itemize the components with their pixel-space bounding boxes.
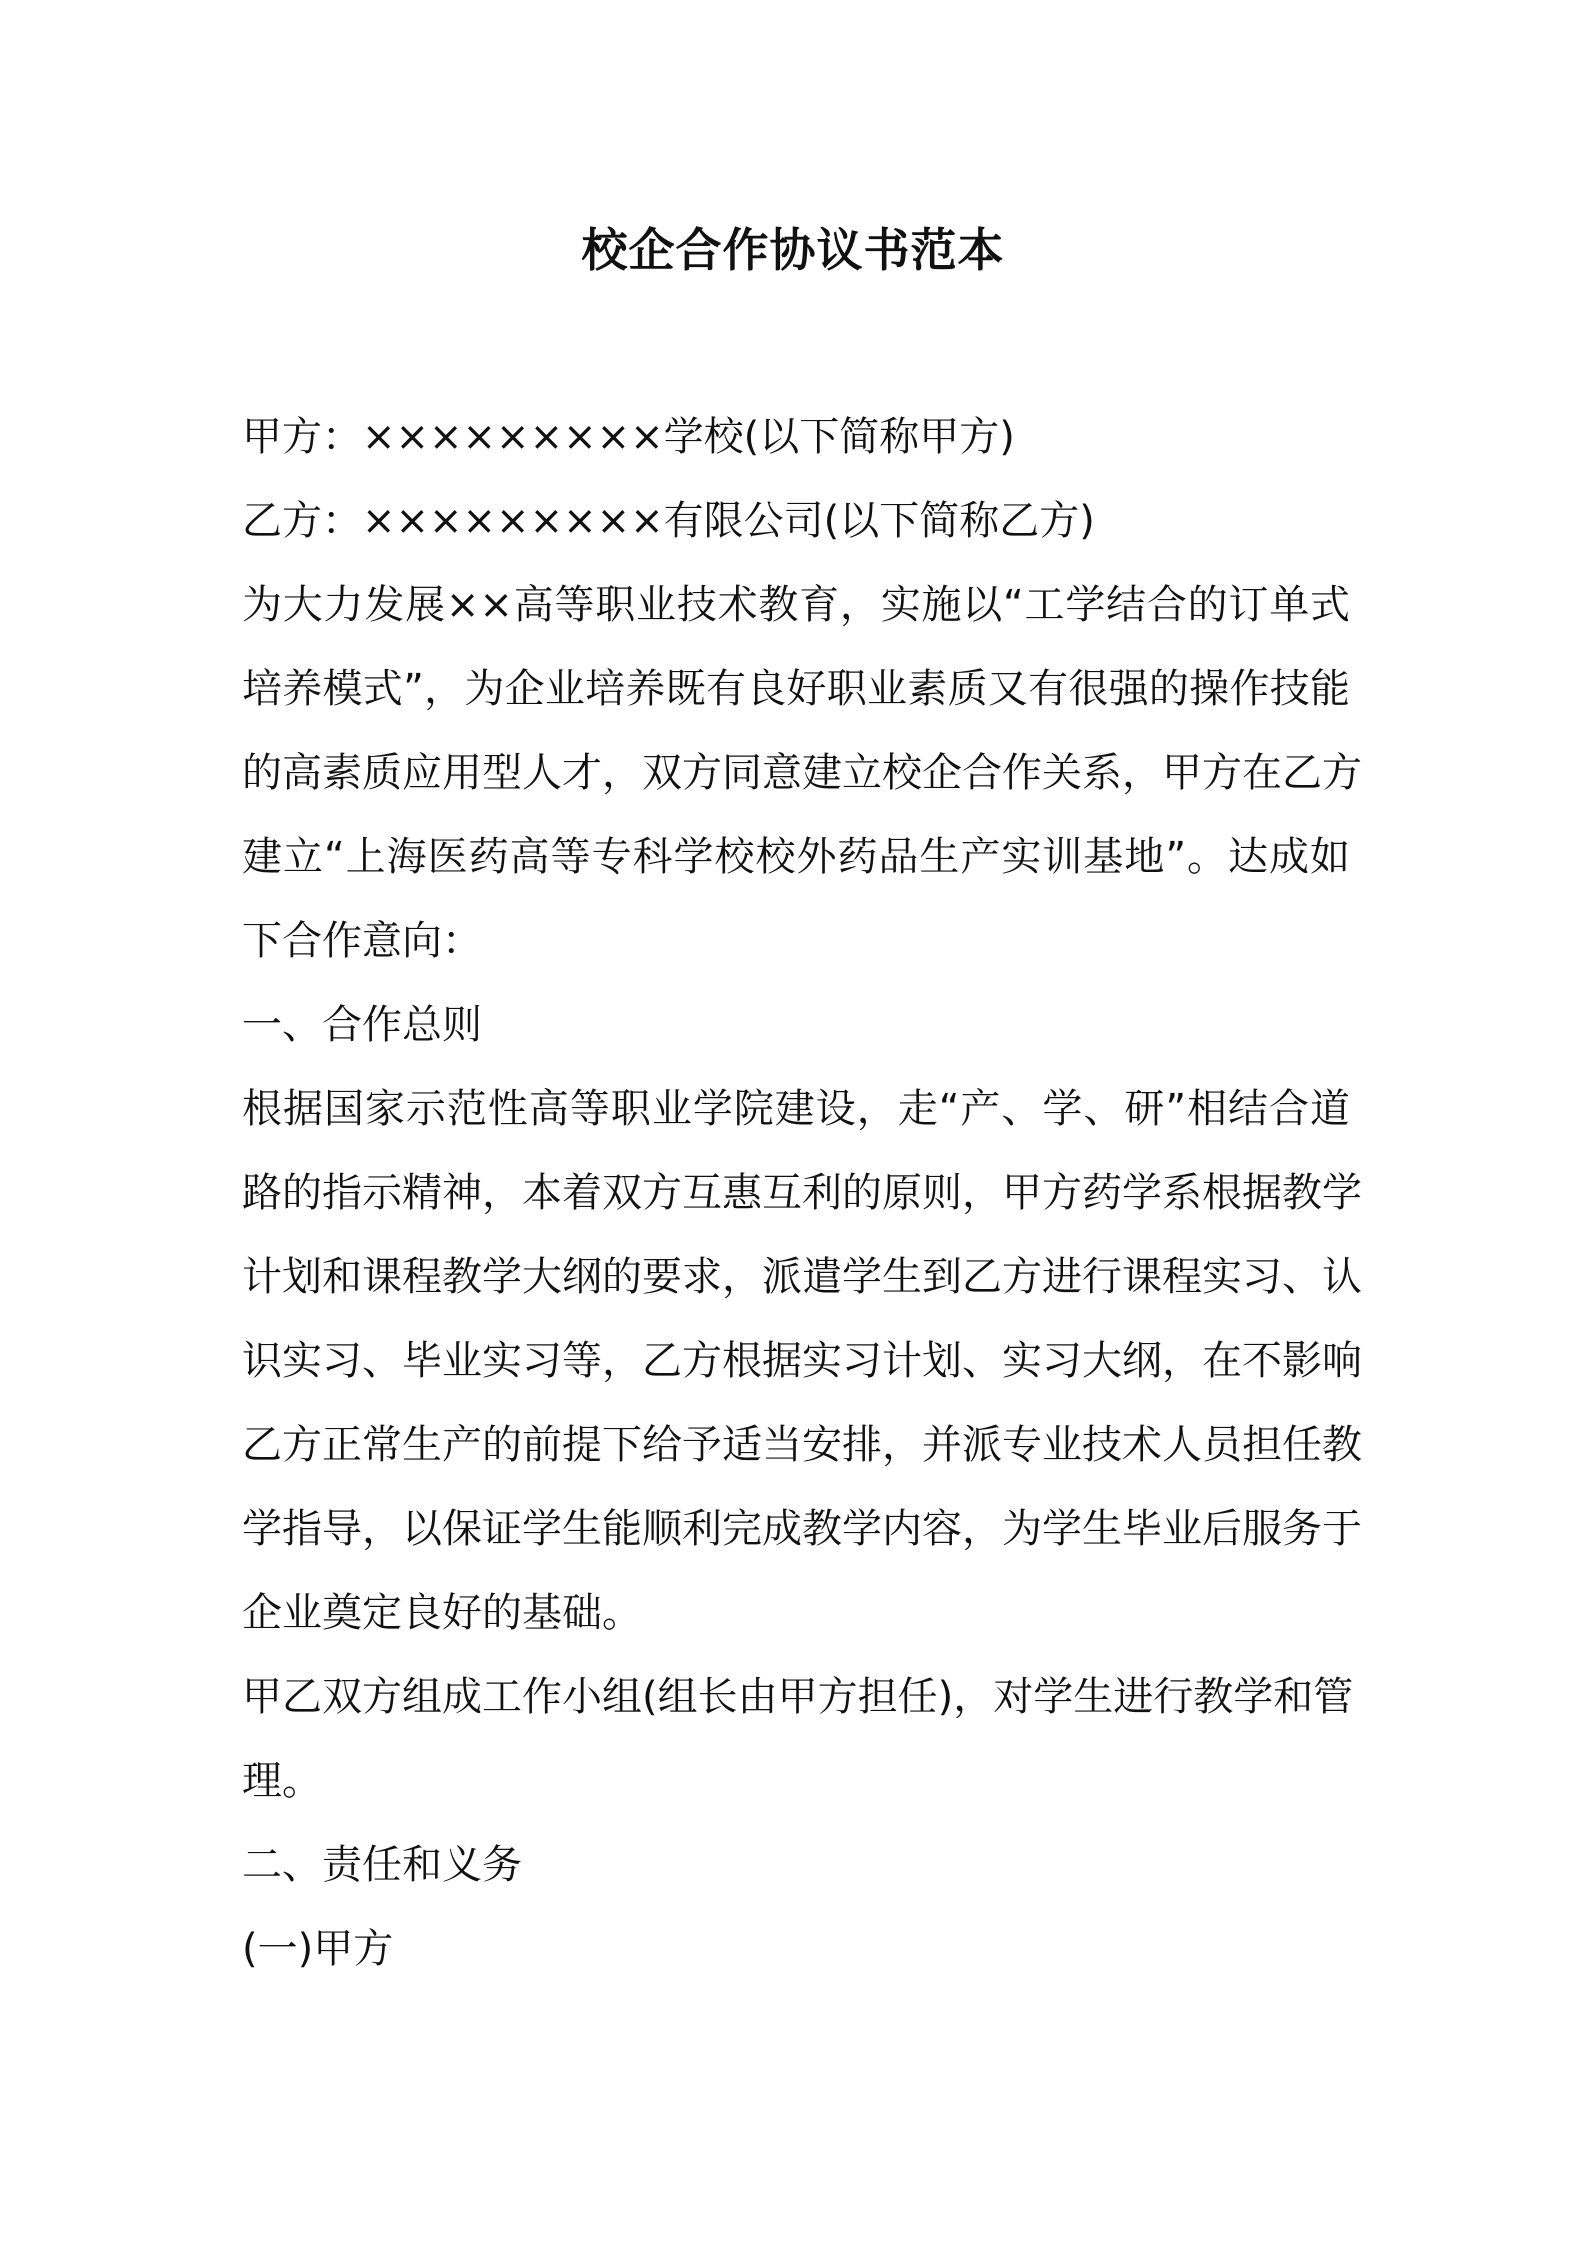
paragraph-line: 路的指示精神，本着双方互惠互利的原则，甲方药学系根据教学 xyxy=(242,1170,1362,1216)
paragraph-line: 企业奠定良好的基础。 xyxy=(242,1590,642,1636)
party-b-line: 乙方：×××××××××有限公司(以下简称乙方) xyxy=(242,498,1095,544)
paragraph-line: 识实习、毕业实习等，乙方根据实习计划、实习大纲，在不影响 xyxy=(242,1338,1362,1384)
paragraph-line: 学指导，以保证学生能顺利完成教学内容，为学生毕业后服务于 xyxy=(242,1506,1362,1552)
paragraph-line: 根据国家示范性高等职业学院建设，走“产、学、研”相结合道 xyxy=(242,1086,1350,1132)
document-body xyxy=(242,395,1362,1991)
paragraph-line: 甲乙双方组成工作小组(组长由甲方担任)，对学生进行教学和管 xyxy=(242,1674,1354,1720)
paragraph-line: 建立“上海医药高等专科学校校外药品生产实训基地”。达成如 xyxy=(242,834,1350,880)
paragraph-line: 计划和课程教学大纲的要求，派遣学生到乙方进行课程实习、认 xyxy=(242,1254,1362,1300)
paragraph-line: 的高素质应用型人才，双方同意建立校企合作关系，甲方在乙方 xyxy=(242,750,1362,796)
paragraph-line: 培养模式”，为企业培养既有良好职业素质又有很强的操作技能 xyxy=(242,666,1350,712)
document-title: 校企合作协议书范本 xyxy=(581,223,1005,277)
paragraph-line: 为大力发展××高等职业技术教育，实施以“工学结合的订单式 xyxy=(242,582,1350,628)
paragraph-line: 理。 xyxy=(242,1758,322,1804)
paragraph-line: 乙方正常生产的前提下给予适当安排，并派专业技术人员担任教 xyxy=(242,1422,1362,1468)
paragraph-line: 下合作意向： xyxy=(242,918,482,964)
subsection-heading: (一)甲方 xyxy=(242,1926,394,1972)
section-heading: 一、合作总则 xyxy=(242,1002,482,1048)
section-heading: 二、责任和义务 xyxy=(242,1842,522,1888)
party-a-line: 甲方：×××××××××学校(以下简称甲方) xyxy=(242,414,1015,460)
